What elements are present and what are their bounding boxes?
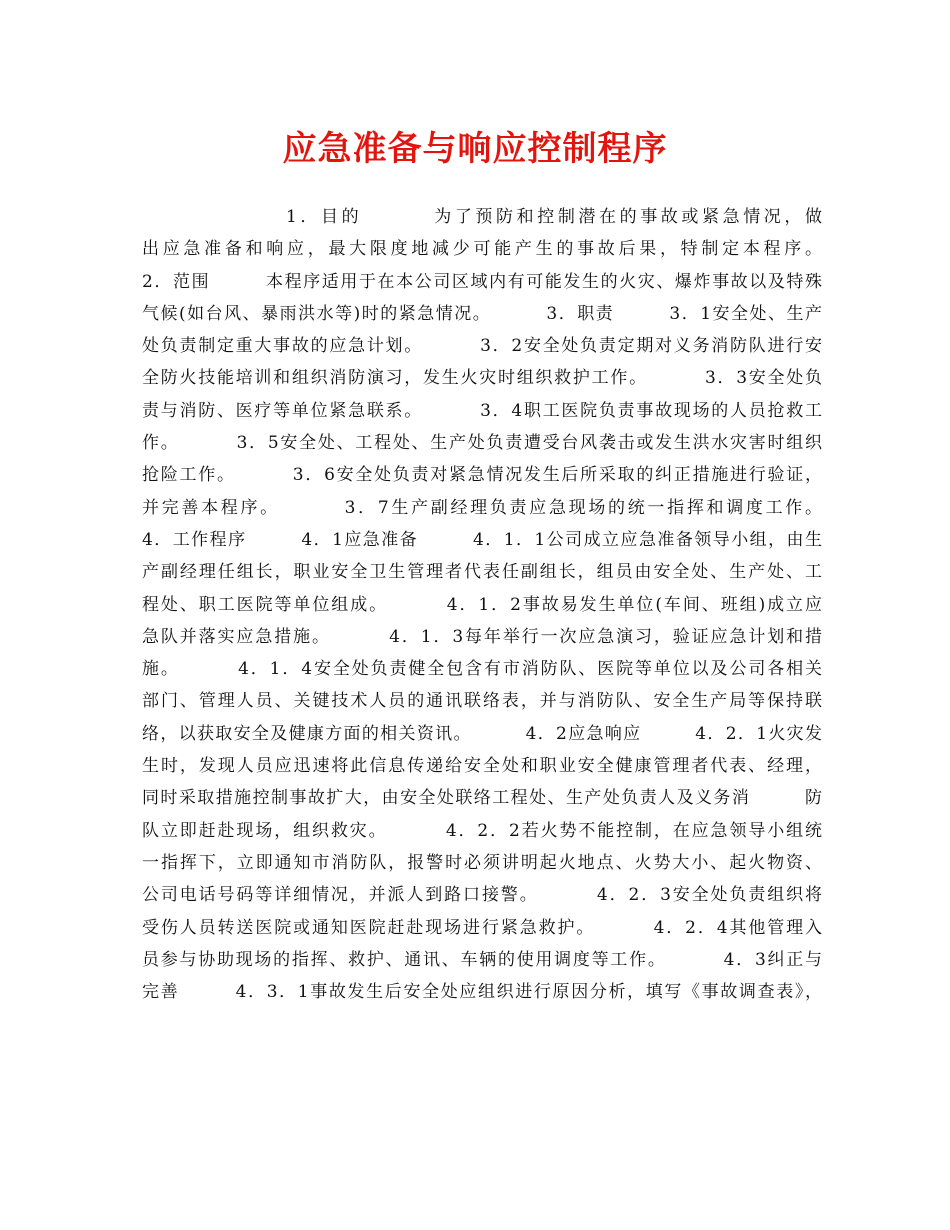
body-line: 施。 4．1．4安全处负责健全包含有市消防队、医院等单位以及公司各相关 bbox=[142, 659, 822, 680]
body-line: 责与消防、医疗等单位紧急联系。 3．4职工医院负责事故现场的人员抢救工 bbox=[142, 400, 822, 421]
body-line: 程处、职工医院等单位组成。 4．1．2事故易发生单位(车间、班组)成立应 bbox=[142, 594, 822, 615]
body-line: 1．目的 为了预防和控制潜在的事故或紧急情况，做 bbox=[142, 207, 822, 227]
body-line: 队立即赶赴现场，组织救灾。 4．2．2若火势不能控制，在应急领导小组统 bbox=[142, 820, 822, 841]
body-line: 处负责制定重大事故的应急计划。 3．2安全处负责定期对义务消防队进行安 bbox=[142, 336, 822, 357]
document-title: 应急准备与响应控制程序 bbox=[282, 129, 668, 169]
body-line: 完善 4．3．1事故发生后安全处应组织进行原因分析，填写《事故调查表》， bbox=[142, 982, 822, 1003]
body-line: 并完善本程序。 3．7生产副经理负责应急现场的统一指挥和调度工作。 bbox=[142, 497, 822, 518]
body-line: 气候(如台风、暴雨洪水等)时的紧急情况。 3．职责 3．1安全处、生产 bbox=[142, 303, 822, 324]
body-line: 4．工作程序 4．1应急准备 4．1．1公司成立应急准备领导小组，由生 bbox=[142, 529, 822, 550]
body-line: 2．范围 本程序适用于在本公司区域内有可能发生的火灾、爆炸事故以及特殊 bbox=[142, 271, 822, 292]
body-line: 员参与协助现场的指挥、救护、通讯、车辆的使用调度等工作。 4．3纠正与 bbox=[142, 949, 822, 970]
body-line: 急队并落实应急措施。 4．1．3每年举行一次应急演习，验证应急计划和措 bbox=[142, 626, 822, 647]
body-line: 同时采取措施控制事故扩大，由安全处联络工程处、生产处负责人及义务消 防 bbox=[142, 788, 822, 809]
body-line: 抢险工作。 3．6安全处负责对紧急情况发生后所采取的纠正措施进行验证， bbox=[142, 465, 822, 486]
body-line: 生时，发现人员应迅速将此信息传递给安全处和职业安全健康管理者代表、经理， bbox=[142, 756, 822, 777]
body-line: 一指挥下，立即通知市消防队，报警时必须讲明起火地点、火势大小、起火物资、 bbox=[142, 852, 822, 873]
document-body bbox=[142, 201, 822, 1008]
body-line: 作。 3．5安全处、工程处、生产处负责遭受台风袭击或发生洪水灾害时组织 bbox=[142, 433, 822, 454]
body-line: 产副经理任组长，职业安全卫生管理者代表任副组长，组员由安全处、生产处、工 bbox=[142, 562, 822, 583]
body-line: 全防火技能培训和组织消防演习，发生火灾时组织救护工作。 3．3安全处负 bbox=[142, 368, 822, 389]
body-line: 部门、管理人员、关键技术人员的通讯联络表，并与消防队、安全生产局等保持联 bbox=[142, 691, 822, 712]
body-line: 络，以获取安全及健康方面的相关资讯。 4．2应急响应 4．2．1火灾发 bbox=[142, 723, 822, 744]
body-line: 公司电话号码等详细情况，并派人到路口接警。 4．2．3安全处负责组织将 bbox=[142, 885, 822, 906]
body-line: 受伤人员转送医院或通知医院赶赴现场进行紧急救护。 4．2．4其他管理入 bbox=[142, 917, 822, 938]
body-line: 出应急准备和响应，最大限度地减少可能产生的事故后果，特制定本程序。 bbox=[142, 239, 822, 260]
